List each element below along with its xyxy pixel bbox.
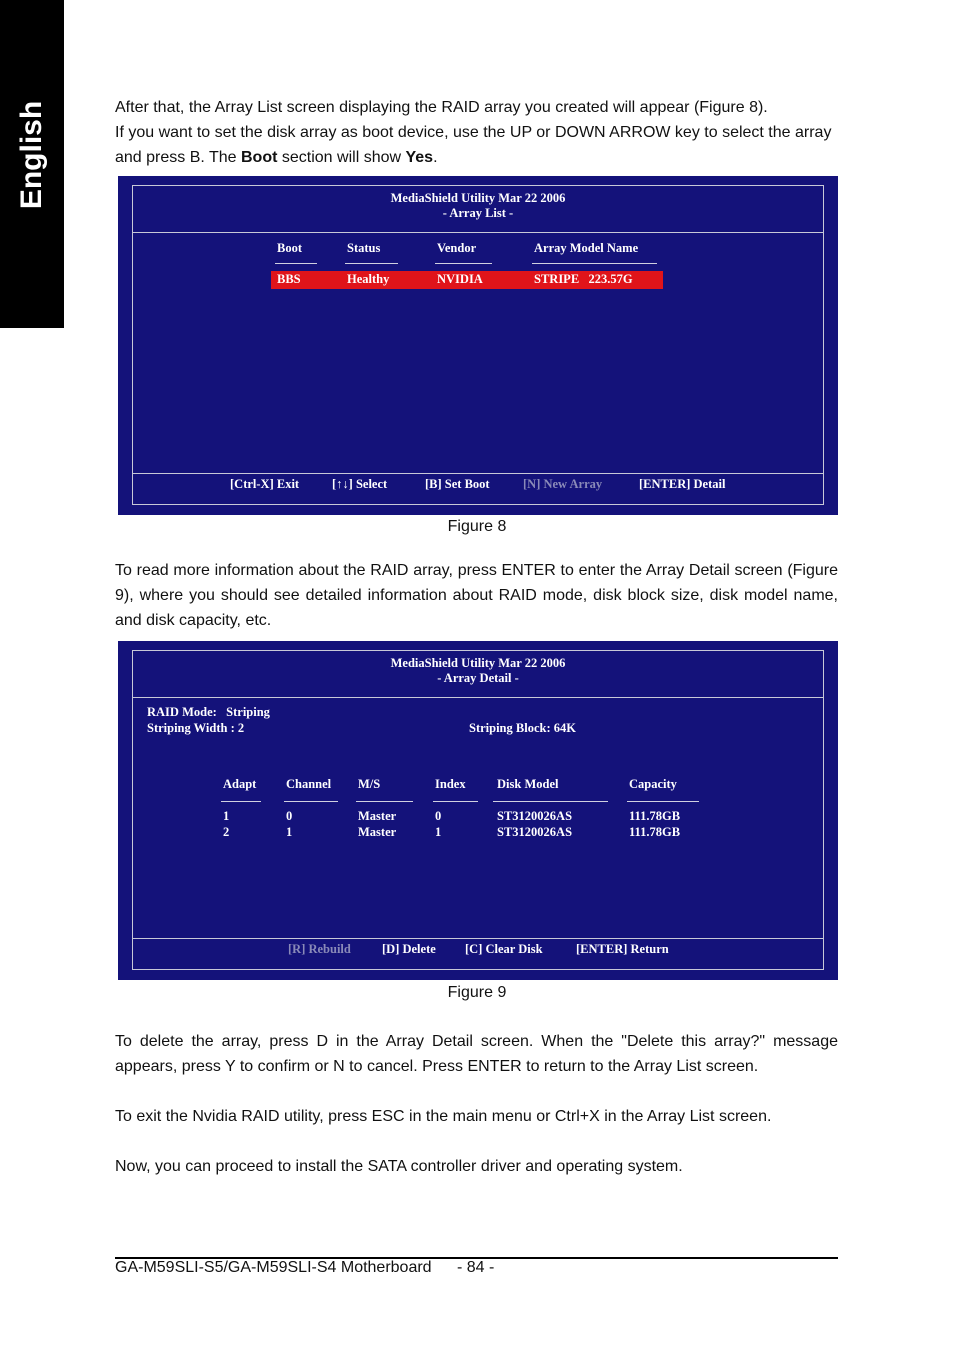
column-underline (345, 263, 398, 264)
column-header-adapt: Adapt (223, 777, 257, 791)
disk-channel: 1 (286, 825, 293, 839)
header-divider (132, 232, 824, 233)
array-list-screen (118, 176, 838, 515)
yes-keyword: Yes (405, 149, 434, 166)
column-underline (627, 801, 699, 802)
disk-index: 0 (435, 809, 442, 823)
intro-paragraph (115, 95, 838, 170)
key-exit[interactable]: [Ctrl-X] Exit (230, 477, 300, 491)
column-header-disk-model: Disk Model (497, 777, 559, 791)
intro-text: . (433, 149, 438, 166)
header-divider (132, 697, 824, 698)
screen-title: MediaShield Utility Mar 22 2006 (390, 656, 566, 670)
key-new-array[interactable]: [N] New Array (523, 477, 603, 491)
disk-adapt: 1 (223, 809, 230, 823)
disk-model: ST3120026AS (497, 809, 573, 823)
column-underline (532, 263, 657, 264)
disk-index: 1 (435, 825, 442, 839)
intro-line-2: If you want to set the disk array as boot device, use the UP or DOWN ARROW key to select the array (115, 124, 832, 141)
language-side-tab (0, 0, 64, 328)
screen-frame (132, 185, 824, 505)
key-detail[interactable]: [ENTER] Detail (639, 477, 726, 491)
screen-title: MediaShield Utility Mar 22 2006 (390, 191, 566, 205)
key-clear-disk[interactable]: [C] Clear Disk (465, 942, 543, 956)
column-underline (221, 801, 261, 802)
proceed-paragraph: Now, you can proceed to install the SATA controller driver and operating system. (115, 1158, 683, 1175)
disk-channel: 0 (286, 809, 293, 823)
column-header-status: Status (347, 241, 381, 255)
key-set-boot[interactable]: [B] Set Boot (425, 477, 490, 491)
figure9-caption: Figure 9 (447, 984, 507, 1001)
column-underline (433, 801, 478, 802)
delete-paragraph: To delete the array, press D in the Array Detail screen. When the "Delete this array?" message appears, press Y to confirm or N to cancel. Press ENTER to return to the Array List screen. (115, 1033, 838, 1075)
row-vendor: NVIDIA (437, 272, 483, 286)
footer-divider (132, 938, 824, 939)
column-underline (275, 263, 317, 264)
column-underline (435, 263, 492, 264)
disk-ms: Master (358, 809, 397, 823)
key-delete[interactable]: [D] Delete (382, 942, 436, 956)
column-header-channel: Channel (286, 777, 332, 791)
screen-frame (132, 650, 824, 970)
intro-text: and press B. The (115, 149, 241, 166)
figure8-caption: Figure 8 (447, 518, 507, 535)
screen-subtitle: - Array Detail - (437, 671, 519, 685)
column-header-boot: Boot (277, 241, 302, 255)
column-header-vendor: Vendor (437, 241, 477, 255)
detail-paragraph: To read more information about the RAID array, press ENTER to enter the Array Detail screen (Figure 9), where you should see detailed information about RAID mode, disk block size, disk model name, and disk capacity, etc. (115, 562, 838, 629)
exit-paragraph: To exit the Nvidia RAID utility, press ESC in the main menu or Ctrl+X in the Array List screen. (115, 1108, 772, 1125)
key-select[interactable]: [↑↓] Select (332, 477, 388, 491)
intro-line-1: After that, the Array List screen displaying the RAID array you created will appear (Figure 8). (115, 99, 768, 116)
column-underline (284, 801, 338, 802)
boot-keyword: Boot (241, 149, 278, 166)
column-header-ms: M/S (358, 777, 381, 791)
key-rebuild[interactable]: [R] Rebuild (288, 942, 351, 956)
screen-subtitle: - Array List - (442, 206, 514, 220)
column-header-capacity: Capacity (629, 777, 677, 791)
disk-capacity: 111.78GB (629, 825, 681, 839)
column-header-model: Array Model Name (534, 241, 639, 255)
key-return[interactable]: [ENTER] Return (576, 942, 669, 956)
row-status: Healthy (347, 272, 390, 286)
footer-divider (132, 473, 824, 474)
footer-model: GA-M59SLI-S5/GA-M59SLI-S4 Motherboard (115, 1259, 432, 1276)
striping-block: Striping Block: 64K (469, 721, 576, 735)
column-underline (493, 801, 608, 802)
disk-ms: Master (358, 825, 397, 839)
array-detail-screen (118, 641, 838, 980)
raid-mode: RAID Mode: Striping (147, 705, 270, 719)
intro-line-3 (115, 145, 838, 170)
language-label: English (15, 100, 48, 210)
disk-capacity: 111.78GB (629, 809, 681, 823)
disk-model: ST3120026AS (497, 825, 573, 839)
page-number: - 84 - (457, 1259, 495, 1276)
row-model: STRIPE 223.57G (534, 272, 633, 286)
striping-width: Striping Width : 2 (147, 721, 245, 735)
disk-adapt: 2 (223, 825, 230, 839)
intro-text: section will show (277, 149, 406, 166)
row-boot: BBS (277, 272, 301, 286)
column-header-index: Index (435, 777, 466, 791)
column-underline (356, 801, 413, 802)
